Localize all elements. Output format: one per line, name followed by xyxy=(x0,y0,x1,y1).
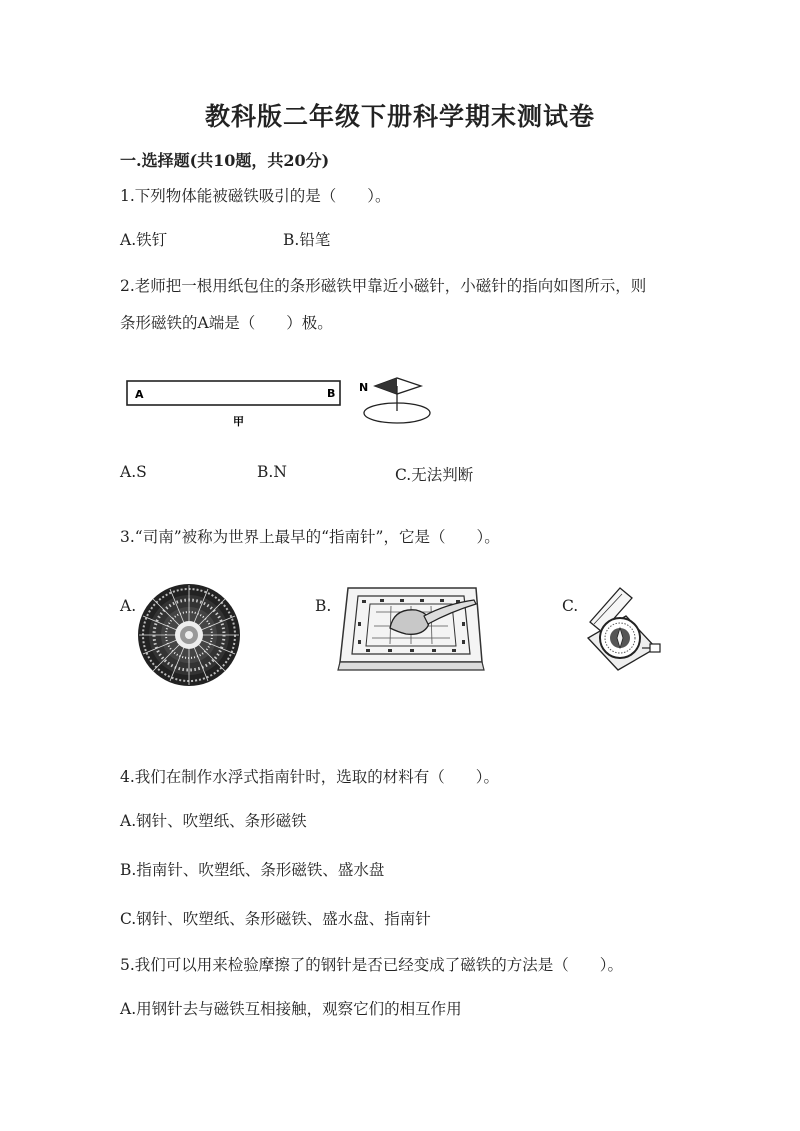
question-1: 1.下列物体能被磁铁吸引的是（ ）。 xyxy=(120,187,391,205)
bar-magnet-figure xyxy=(125,370,435,435)
bar-magnet xyxy=(127,381,340,405)
q2-option-b[interactable]: B.N xyxy=(257,463,287,481)
question-3: 3.“司南”被称为世界上最早的“指南针”，它是（ ）。 xyxy=(120,528,500,546)
small-compass-needle xyxy=(359,378,430,423)
section-heading: 一.选择题(共10题，共20分) xyxy=(120,151,330,170)
q1-option-b[interactable]: B.铅笔 xyxy=(283,231,331,249)
magnet-end-a-label: A xyxy=(135,388,144,401)
question-2-line-1: 2.老师把一根用纸包住的条形磁铁甲靠近小磁针，小磁针的指向如图所示，则 xyxy=(120,277,647,295)
luopan-compass-image xyxy=(136,582,242,688)
magnet-end-b-label: B xyxy=(327,387,336,400)
question-5: 5.我们可以用来检验摩擦了的钢针是否已经变成了磁铁的方法是（ ）。 xyxy=(120,956,624,974)
q2-option-a[interactable]: A.S xyxy=(120,463,147,481)
q3-option-b[interactable]: B. xyxy=(315,597,332,615)
sinan-spoon-image xyxy=(336,582,486,674)
q3-option-c[interactable]: C. xyxy=(562,597,579,615)
q4-option-c[interactable]: C.钢针、吹塑纸、条形磁铁、盛水盘、指南针 xyxy=(120,910,431,928)
magnet-name-label: 甲 xyxy=(233,415,244,428)
q1-option-a[interactable]: A.铁钉 xyxy=(120,231,168,249)
modern-compass-image xyxy=(580,582,662,674)
needle-north-label: N xyxy=(359,381,369,394)
question-4: 4.我们在制作水浮式指南针时，选取的材料有（ ）。 xyxy=(120,768,500,786)
question-2-line-2: 条形磁铁的A端是（ ）极。 xyxy=(120,314,333,332)
q4-option-b[interactable]: B.指南针、吹塑纸、条形磁铁、盛水盘 xyxy=(120,861,385,879)
page-title: 教科版二年级下册科学期末测试卷 xyxy=(204,102,595,131)
q2-option-c[interactable]: C.无法判断 xyxy=(395,466,474,484)
q5-option-a[interactable]: A.用钢针去与磁铁互相接触，观察它们的相互作用 xyxy=(120,1000,462,1018)
q4-option-a[interactable]: A.钢针、吹塑纸、条形磁铁 xyxy=(120,812,307,830)
q3-option-a[interactable]: A. xyxy=(120,597,137,615)
